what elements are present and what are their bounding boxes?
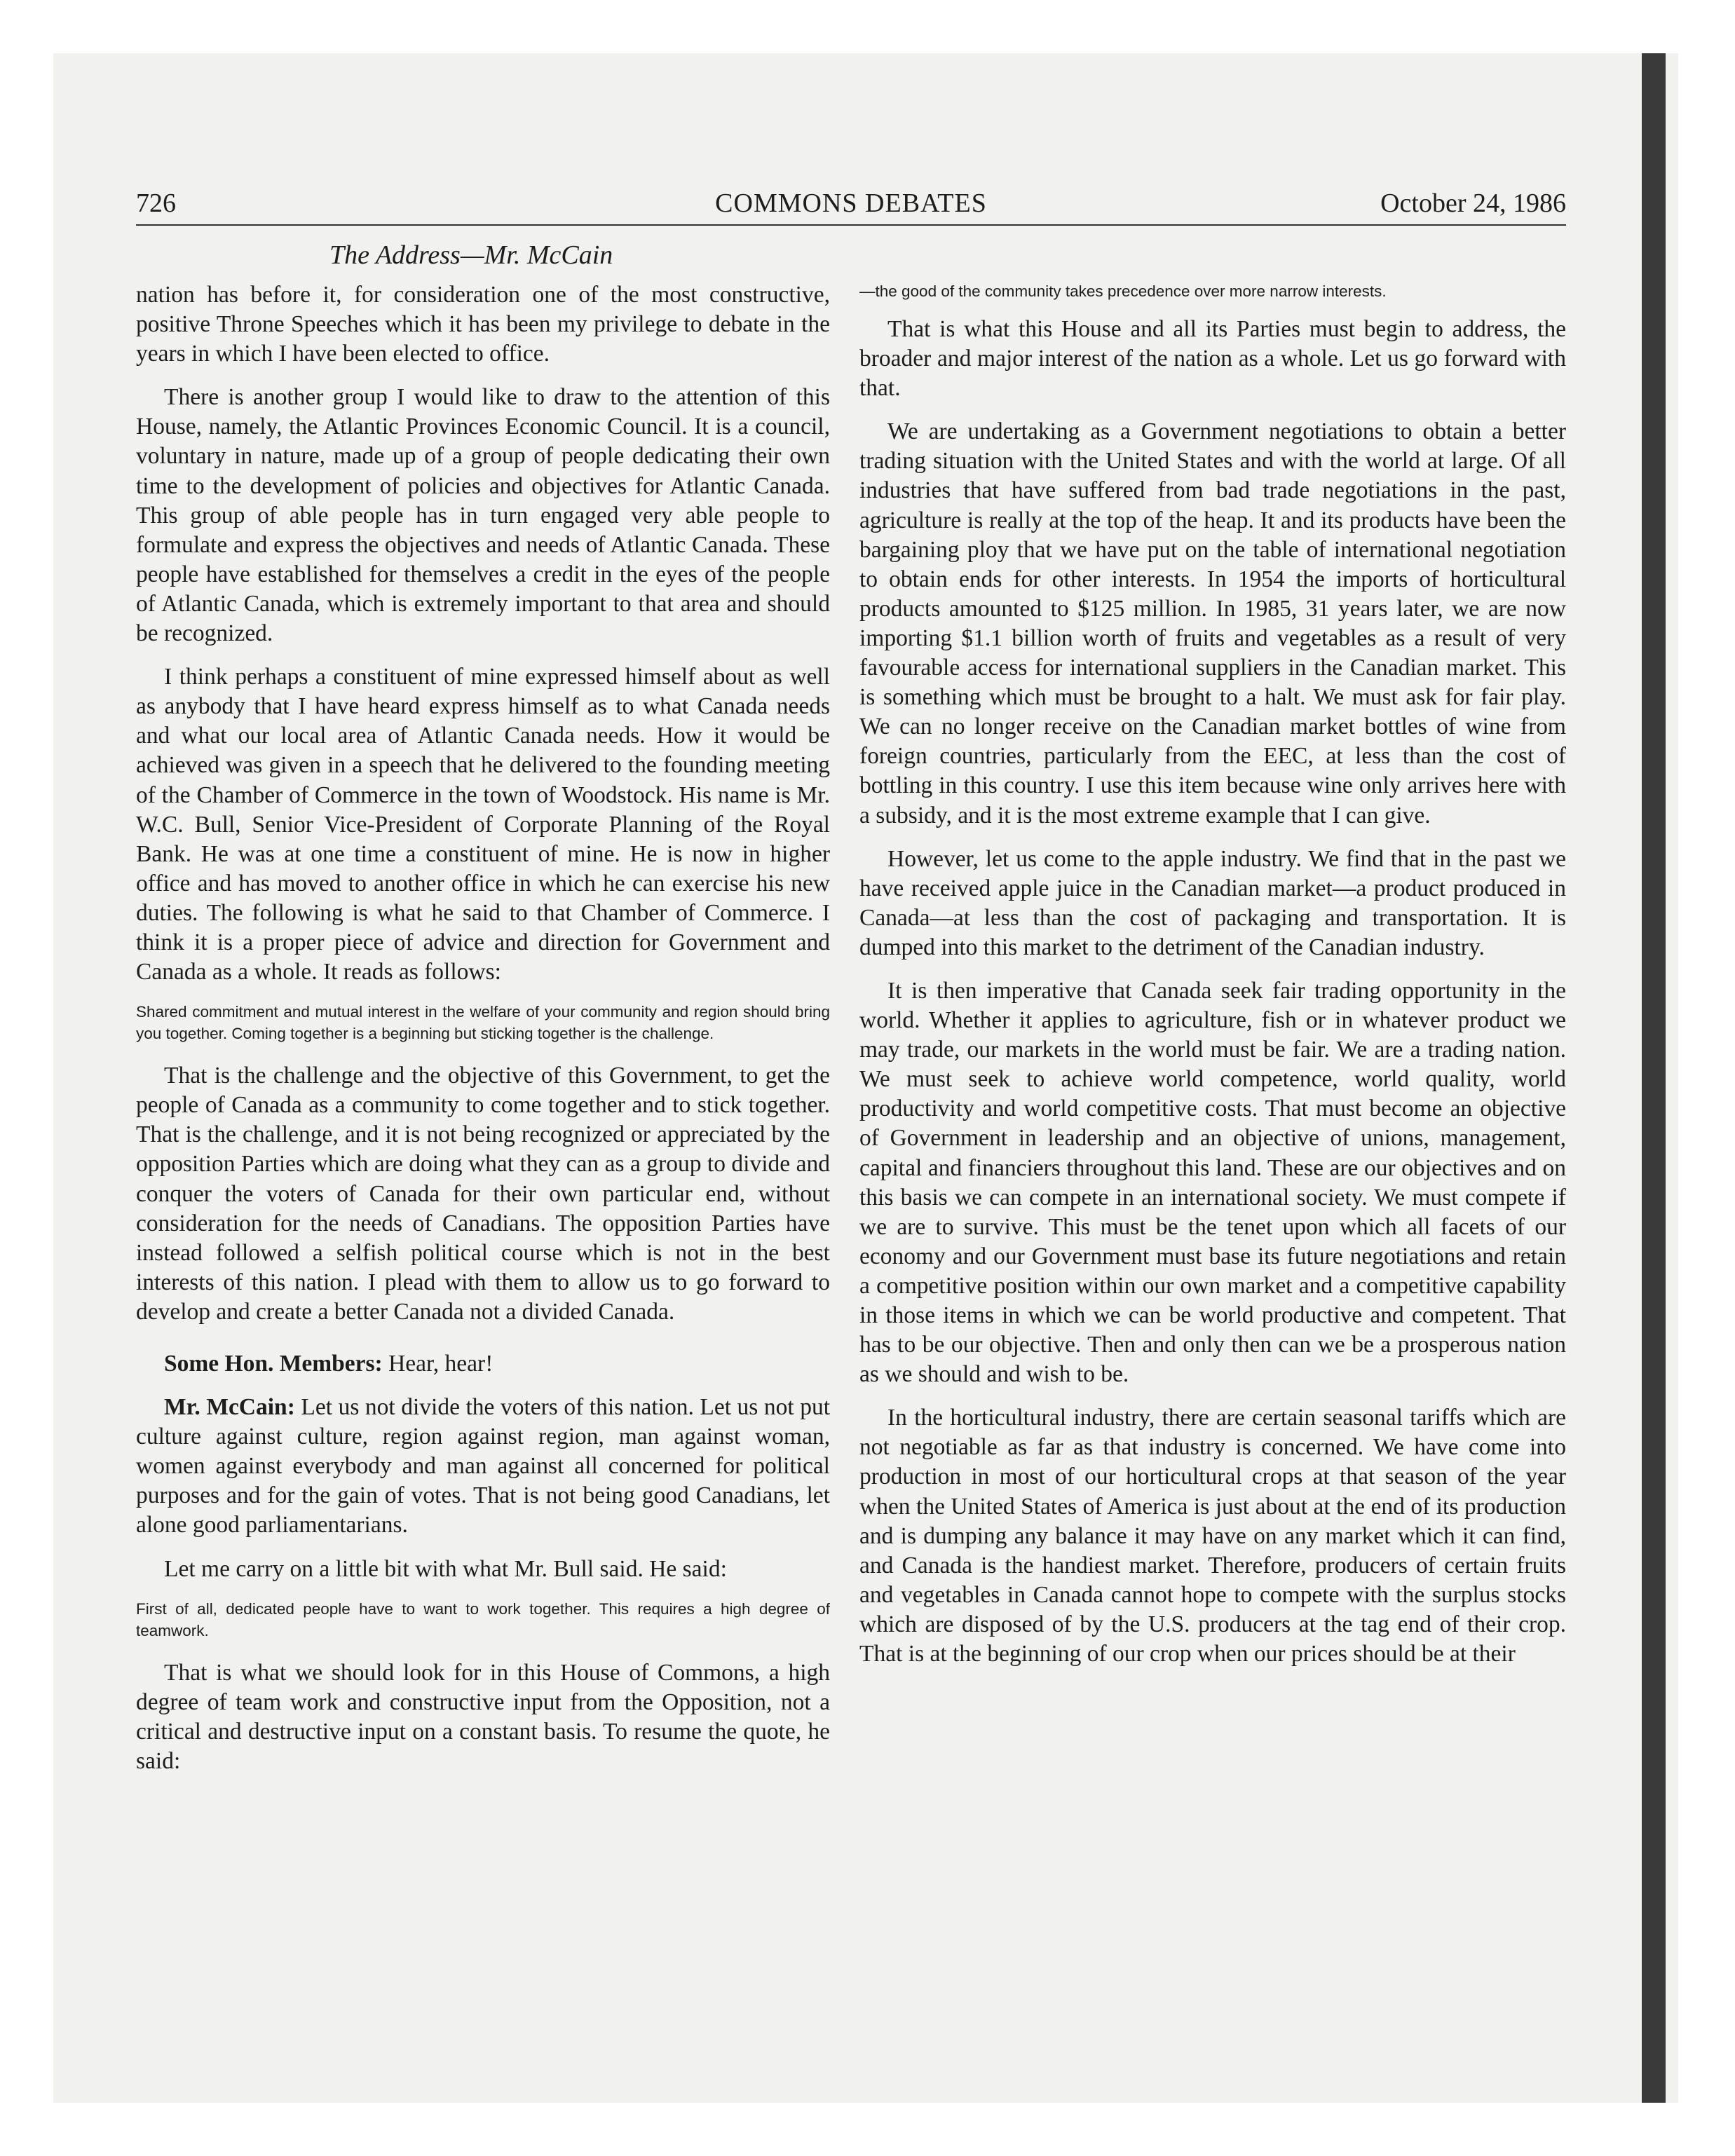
speaker-paragraph <box>136 1349 830 1379</box>
paragraph: Let me carry on a little bit with what Mr. Bull said. He said: <box>164 1555 727 1582</box>
section-subheading: The Address—Mr. McCain <box>329 240 613 270</box>
speaker-paragraph <box>136 1393 830 1540</box>
page-number: 726 <box>136 189 176 218</box>
paragraph: We are undertaking as a Government negotiations to obtain a better trading situation with the United States and with the world at large. Of all industries that have suffered from bad trade negotiations in the past, agriculture is really at the top of the heap. It and its products have been the bargaining ploy that we have put on the table of international negotiation to obtain ends for other interests. In 1954 the imports of horticultural products amounted to $125 million. In 1985, 31 years later, we are now importing $1.1 billion worth of fruits and vegetables as a result of very favourable access for international suppliers in the Canadian market. This is something which must be brought to a halt. We must ask for fair play. We can no longer receive on the Canadian market bottles of wine from foreign countries, particularly from the EEC, at less than the cost of bottling in this country. I use this item because wine only arrives here with a subsidy, and it is the most extreme example that I can give. <box>859 418 1566 828</box>
paragraph: It is then imperative that Canada seek fair trading opportunity in the world. Whether it applies to agriculture, fish or in whatever product we may trade, our markets in the world must be fair. We are a trading nation. We must seek to achieve world competence, world quality, world productivity and world competitive costs. That must become an objective of Government in leadership and an objective of unions, management, capital and financiers throughout this land. These are our objectives and on this basis we can compete in an international society. We must compete if we are to survive. This must be the tenet upon which all facets of our economy and our Government must base its future negotiations and retain a competitive position within our own market and a competitive capability in those items in which we can be world productive and competent. That has to be our objective. Then and only then can we be a prosperous nation as we should and wish to be. <box>859 977 1566 1388</box>
block-quote: Shared commitment and mutual interest in the welfare of your community and region should bring you together. Coming together is a beginning but sticking together is the challenge. <box>136 1003 830 1043</box>
paragraph: In the horticultural industry, there are certain seasonal tariffs which are not negotiable as far as that industry is concerned. We have come into production in most of our horticultural crops at that season of the year when the United States of America is just about at the end of its production and is dumping any balance it may have on any market which it can find, and Canada is the handiest market. Therefore, producers of certain fruits and vegetables in Canada cannot hope to compete with the surplus stocks which are disposed of by the U.S. producers at the tag end of their crop. That is at the beginning of our crop when our prices should be at their <box>859 1405 1566 1667</box>
block-quote: First of all, dedicated people have to want to work together. This requires a high degree of teamwork. <box>136 1599 830 1639</box>
speech-text: Let us not divide the voters of this nation. Let us not put culture against culture, region against region, man against woman, women against everybody and man against all concerned for political purposes and for the gain of votes. That is not being good Canadians, let alone good parliamentarians. <box>136 1394 830 1538</box>
left-column <box>136 280 830 1790</box>
speaker-name: Mr. McCain: <box>164 1394 295 1421</box>
paragraph: I think perhaps a constituent of mine expressed himself about as well as anybody that I have heard express himself as to what Canada needs and what our local area of Atlantic Canada needs. How it would be achieved was given in a speech that he delivered to the founding meeting of the Chamber of Commerce in the town of Woodstock. His name is Mr. W.C. Bull, Senior Vice-President of Corporate Planning of the Royal Bank. He was at one time a constituent of mine. He is now in higher office and has moved to another office in which he can exercise his new duties. The following is what he said to that Chamber of Commerce. I think it is a proper piece of advice and direction for Government and Canada as a whole. It reads as follows: <box>136 664 830 985</box>
right-column <box>859 280 1566 1683</box>
paragraph: That is what this House and all its Parties must begin to address, the broader and major interest of the nation as a whole. Let us go forward with that. <box>859 316 1566 402</box>
block-quote: —the good of the community takes precedence over more narrow interests. <box>859 282 1387 300</box>
publication-date: October 24, 1986 <box>1380 189 1566 218</box>
paragraph: nation has before it, for consideration one of the most constructive, positive Throne Speeches which it has been my privilege to debate in the years in which I have been elected to office. <box>136 282 830 367</box>
speaker-name: Some Hon. Members: <box>164 1351 383 1377</box>
paragraph: That is what we should look for in this House of Commons, a high degree of team work and constructive input from the Opposition, not a critical and destructive input on a constant basis. To resume the quote, he said: <box>136 1659 830 1774</box>
paragraph: There is another group I would like to draw to the attention of this House, namely, the Atlantic Provinces Economic Council. It is a council, voluntary in nature, made up of a group of people dedicating their own time to the development of policies and objectives for Atlantic Canada. This group of able people has in turn engaged very able people to formulate and express the objectives and needs of Atlantic Canada. These people have established for themselves a credit in the eyes of the people of Atlantic Canada, which is extremely important to that area and should be recognized. <box>136 384 830 647</box>
paragraph: However, let us come to the apple industry. We find that in the past we have received apple juice in the Canadian market—a product produced in Canada—at less than the cost of packaging and transportation. It is dumped into this market to the detriment of the Canadian industry. <box>859 845 1566 960</box>
speech-text: Hear, hear! <box>382 1351 494 1377</box>
publication-title: COMMONS DEBATES <box>715 189 987 218</box>
running-header <box>136 188 1566 226</box>
page-edge-shadow <box>1642 53 1666 2103</box>
paragraph: That is the challenge and the objective of this Government, to get the people of Canada as a community to come together and to stick together. That is the challenge, and it is not being recognized or appreciated by the opposition Parties which are doing what they can as a group to divide and conquer the voters of Canada for their own particular end, without consideration for the needs of Canadians. The opposition Parties have instead followed a selfish political course which is not in the best interests of this nation. I plead with them to allow us to go forward to develop and create a better Canada not a divided Canada. <box>136 1063 830 1325</box>
